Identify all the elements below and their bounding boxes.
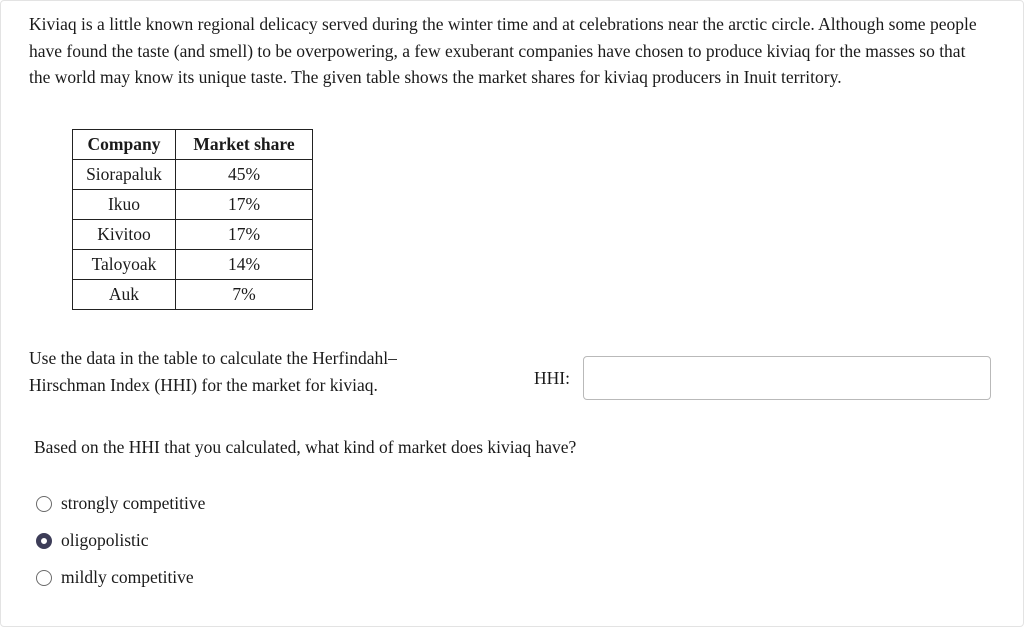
problem-description: Kiviaq is a little known regional delicacy served during the winter time and at celebrations near the arctic circle. Although some people have found the taste (and smell) to be overpowering, a few exuberant companies have chosen to produce kiviaq for the masses so that the world may know its unique taste. The given table shows the market shares for kiviaq producers in Inuit territory. bbox=[29, 14, 977, 87]
option-oligopolistic[interactable] bbox=[36, 522, 205, 559]
option-label: mildly competitive bbox=[61, 567, 194, 587]
market-share-cell: 17% bbox=[176, 190, 313, 220]
column-header-company: Company bbox=[73, 130, 176, 160]
market-share-cell: 45% bbox=[176, 160, 313, 190]
company-cell: Auk bbox=[73, 280, 176, 310]
company-cell: Taloyoak bbox=[73, 250, 176, 280]
table-row bbox=[73, 160, 313, 190]
table-header-row bbox=[73, 130, 313, 160]
table-row bbox=[73, 250, 313, 280]
market-type-options bbox=[36, 485, 205, 596]
hhi-label: HHI: bbox=[534, 368, 570, 388]
market-share-cell: 7% bbox=[176, 280, 313, 310]
table-row bbox=[73, 190, 313, 220]
radio-button-unchecked[interactable] bbox=[36, 496, 52, 512]
radio-button-unchecked[interactable] bbox=[36, 570, 52, 586]
table-row bbox=[73, 220, 313, 250]
company-cell: Siorapaluk bbox=[73, 160, 176, 190]
market-type-question: Based on the HHI that you calculated, what kind of market does kiviaq have? bbox=[34, 437, 577, 457]
radio-button-checked[interactable] bbox=[36, 533, 52, 549]
option-label: strongly competitive bbox=[61, 493, 206, 513]
hhi-instruction: Use the data in the table to calculate the Herfindahl–Hirschman Index (HHI) for the market for kiviaq. bbox=[29, 348, 397, 395]
market-share-table bbox=[72, 129, 313, 310]
option-label: oligopolistic bbox=[61, 530, 149, 550]
company-cell: Kivitoo bbox=[73, 220, 176, 250]
column-header-market-share: Market share bbox=[176, 130, 313, 160]
market-share-cell: 17% bbox=[176, 220, 313, 250]
table-row bbox=[73, 280, 313, 310]
hhi-input[interactable] bbox=[583, 356, 991, 400]
option-mildly-competitive[interactable] bbox=[36, 559, 205, 596]
market-share-cell: 14% bbox=[176, 250, 313, 280]
company-cell: Ikuo bbox=[73, 190, 176, 220]
option-strongly-competitive[interactable] bbox=[36, 485, 205, 522]
